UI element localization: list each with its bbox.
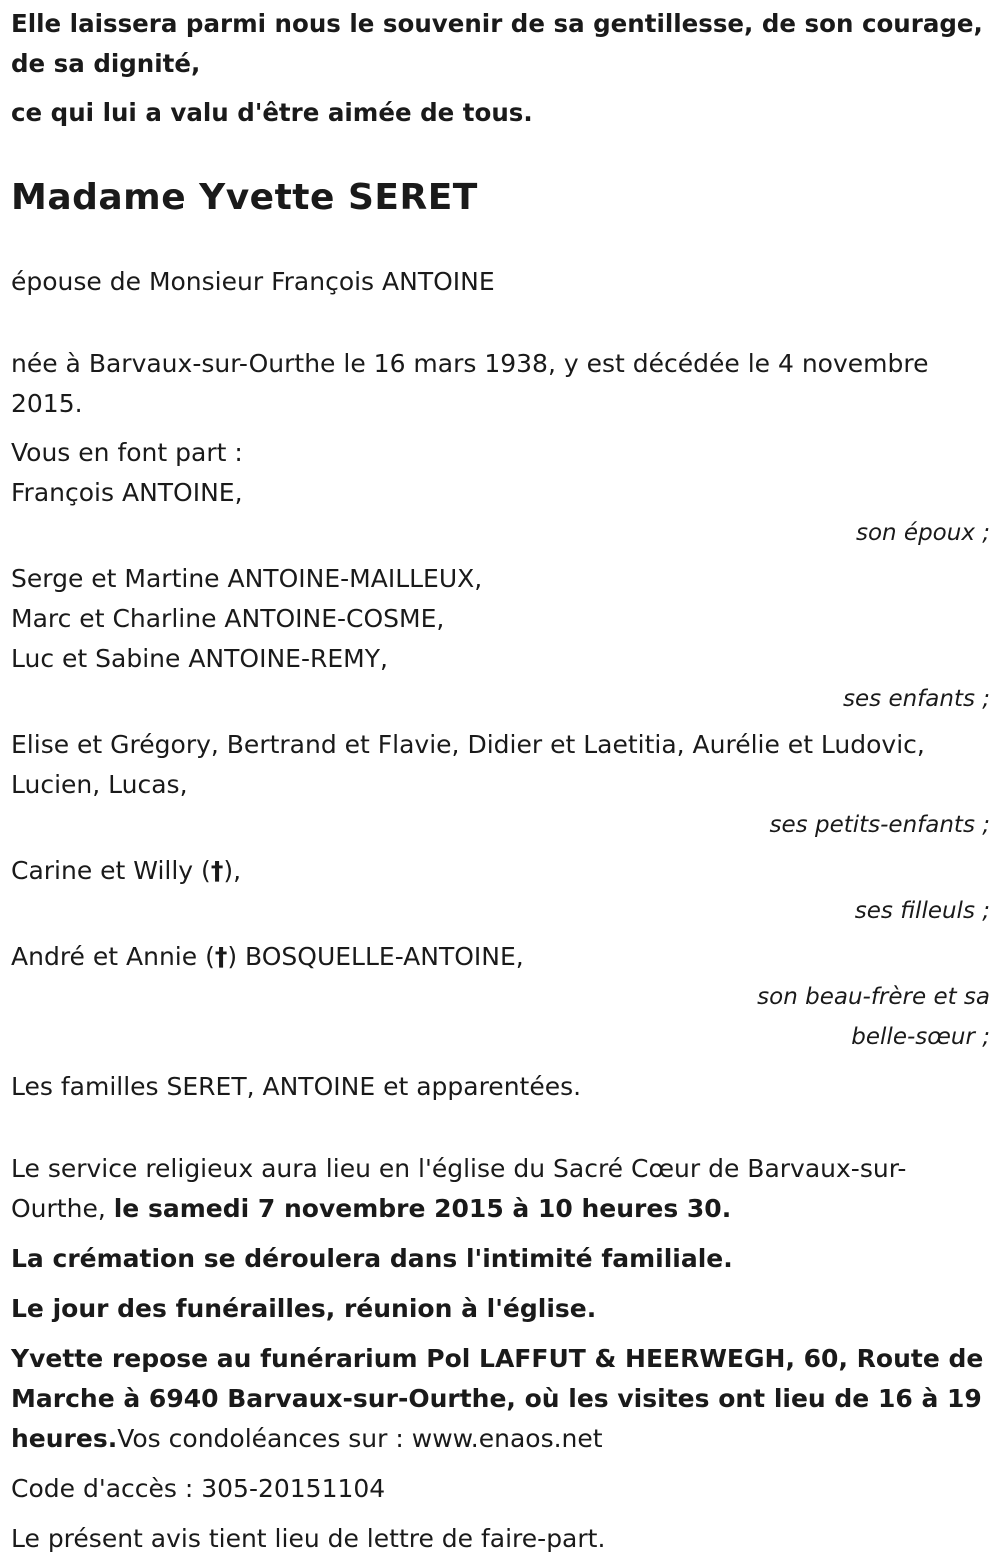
intro-line-2: ce qui lui a valu d'être aimée de tous.: [11, 98, 533, 127]
service-info: [11, 1149, 990, 1229]
service-text: Le service religieux aura lieu en l'église du Sacré Cœur de Barvaux-sur-Ourthe,: [11, 1154, 907, 1223]
deceased-name: Madame Yvette SERET: [11, 177, 478, 218]
spouse-line: épouse de Monsieur François ANTOINE: [11, 267, 495, 296]
relation-label: son époux ;: [855, 520, 990, 546]
relation-label: son beau-frère et sa belle-sœur ;: [757, 984, 990, 1050]
birth-death-line: née à Barvaux-sur-Ourthe le 16 mars 1938, y est décédée le 4 novembre 2015.: [11, 349, 929, 418]
family-member: Elise et Grégory, Bertrand et Flavie, Didier et Laetitia, Aurélie et Ludovic, Lucien, Lucas,: [11, 730, 925, 799]
funerarium-info: [11, 1339, 990, 1459]
cremation-line: La crémation se déroulera dans l'intimité familiale.: [11, 1244, 733, 1273]
member-name-part: Carine et Willy (: [11, 856, 211, 885]
member-name-part: ) BOSQUELLE-ANTOINE,: [227, 942, 524, 971]
family-member: Luc et Sabine ANTOINE-REMY,: [11, 644, 388, 673]
funerarium-text: Yvette repose au funérarium Pol LAFFUT & HEERWEGH, 60, Route de Marche à 6940 Barvaux-sur-Ourthe, où les visites ont lieu de 16 à 19 heures.: [11, 1344, 984, 1453]
member-name-part: André et Annie (: [11, 942, 215, 971]
member-name-part: ),: [223, 856, 242, 885]
relation-label: ses petits-enfants ;: [769, 812, 990, 838]
service-date: le samedi 7 novembre 2015 à 10 heures 30.: [113, 1194, 732, 1223]
family-member: François ANTOINE,: [11, 478, 243, 507]
cross-icon: †: [210, 856, 224, 885]
intro-line-1: Elle laissera parmi nous le souvenir de sa gentillesse, de son courage, de sa dignité,: [11, 9, 983, 78]
relation-label: ses filleuls ;: [854, 898, 990, 924]
access-code-line: Code d'accès : 305-20151104: [11, 1474, 386, 1503]
notice-line: Le présent avis tient lieu de lettre de faire-part.: [11, 1524, 606, 1553]
cross-icon: †: [214, 942, 228, 971]
family-member: Marc et Charline ANTOINE-COSME,: [11, 604, 445, 633]
condolences-text: Vos condoléances sur : www.enaos.net: [117, 1424, 603, 1453]
family-member: Serge et Martine ANTOINE-MAILLEUX,: [11, 564, 483, 593]
announcement-intro: Vous en font part :: [11, 438, 243, 467]
family-member-with-cross: [11, 937, 990, 977]
meeting-line: Le jour des funérailles, réunion à l'église.: [11, 1294, 597, 1323]
family-member-with-cross: [11, 851, 990, 891]
families-line: Les familles SERET, ANTOINE et apparentées.: [11, 1072, 582, 1101]
relation-label: ses enfants ;: [843, 686, 990, 712]
